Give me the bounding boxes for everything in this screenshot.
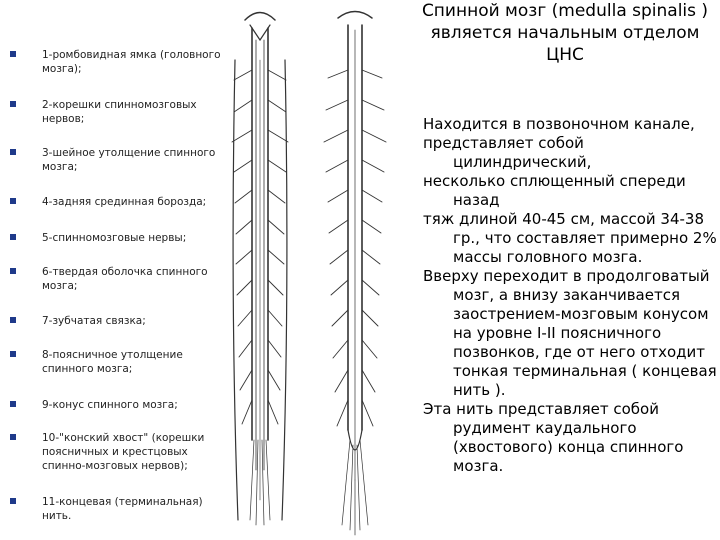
bullet-icon — [10, 401, 16, 407]
body-paragraph: Эта нить представляет собой рудимент каудального (хвостового) конца спинного мозга. — [423, 400, 684, 475]
bullet-icon — [10, 434, 16, 440]
bullet-icon — [10, 149, 16, 155]
body-paragraph: Находится в позвоночном канале, — [423, 115, 695, 133]
legend-text: 2-корешки спинномозговых нервов; — [42, 99, 197, 125]
bullet-icon — [10, 317, 16, 323]
body-text — [423, 115, 720, 476]
body-paragraph: представляет собой цилиндрический, — [423, 134, 592, 171]
legend-text: 10-"конский хвост" (корешки поясничных и крестцовых спинно-мозговых нервов); — [42, 432, 205, 472]
legend-text: 6-твердая оболочка спинного мозга; — [42, 266, 208, 292]
bullet-icon — [10, 198, 16, 204]
bullet-icon — [10, 268, 16, 274]
bullet-icon — [10, 51, 16, 57]
page-title: Спинной мозг (medulla spinalis ) является начальным отделом ЦНС — [421, 1, 709, 65]
legend-text: 9-конус спинного мозга; — [42, 399, 178, 411]
body-paragraph: несколько сплющенный спереди назад — [423, 172, 686, 209]
legend-text: 1-ромбовидная ямка (головного мозга); — [42, 49, 221, 75]
legend-text: 7-зубчатая связка; — [42, 315, 146, 327]
legend-list — [0, 0, 220, 540]
bullet-icon — [10, 234, 16, 240]
body-paragraph: тяж длиной 40-45 см, массой 34-38 гр., что составляет примерно 2% массы головного мозга. — [423, 210, 717, 266]
bullet-icon — [10, 351, 16, 357]
bullet-icon — [10, 101, 16, 107]
legend-text: 11-концевая (терминальная) нить. — [42, 496, 203, 522]
spinal-cord-illustration — [220, 0, 420, 540]
bullet-icon — [10, 498, 16, 504]
legend-text: 4-задняя срединная борозда; — [42, 196, 207, 208]
legend-text: 8-поясничное утолщение спинного мозга; — [42, 349, 183, 375]
legend-text: 3-шейное утолщение спинного мозга; — [42, 147, 216, 173]
body-paragraph: Вверху переходит в продолговатый мозг, а внизу заканчивается заострением-мозговым конусом на уровне I-II поясничного позвонков, где от него отходит тонкая терминальная ( концевая нить ). — [423, 267, 717, 399]
legend-text: 5-спинномозговые нервы; — [42, 232, 187, 244]
